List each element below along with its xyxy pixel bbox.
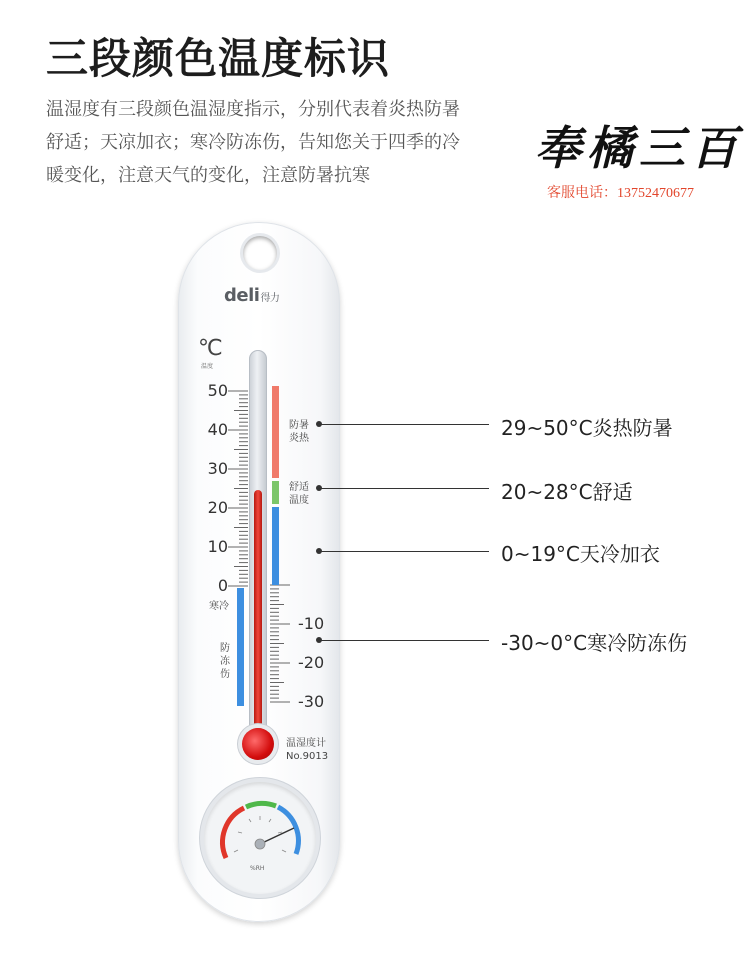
hygrometer-unit: %RH — [250, 865, 265, 872]
callout-line-cool — [321, 551, 489, 552]
model-number: No.9013 — [286, 751, 329, 762]
band-cool — [272, 507, 279, 585]
callout-comfort: 20~28°C舒适 — [501, 480, 633, 504]
mercury-column — [254, 490, 262, 738]
label-hot-line-2: 炎热 — [289, 433, 309, 444]
scale-label-minus-20: -20 — [298, 653, 325, 672]
scale-label-10: 10 — [207, 537, 228, 556]
watermark-contact: 客服电话：13752470677 — [547, 186, 694, 201]
band-comfort — [272, 481, 279, 504]
callout-line-comfort — [321, 488, 489, 489]
scale-label-40: 40 — [207, 420, 228, 439]
label-comfort-line-1: 舒适 — [289, 482, 309, 493]
scale-label-minus-10: -10 — [298, 614, 325, 633]
page-title: 三段颜色温度标识 — [46, 34, 391, 83]
callout-cold: -30~0°C寒冷防冻伤 — [501, 631, 688, 655]
label-frost — [220, 642, 230, 681]
model-label — [286, 737, 328, 763]
band-cold — [237, 588, 244, 706]
description-line-1: 温湿度有三段颜色温湿度指示，分别代表着炎热防暑 — [46, 99, 460, 120]
callout-line-hot — [321, 424, 489, 425]
label-comfort — [289, 481, 309, 507]
logo-text: deli — [224, 285, 260, 306]
celsius-unit: ℃ — [198, 336, 223, 361]
label-frost-3: 伤 — [220, 669, 230, 680]
label-comfort-line-2: 温度 — [289, 495, 309, 506]
scale-label-20: 20 — [207, 498, 228, 517]
callout-line-cold — [321, 640, 489, 641]
label-frost-1: 防 — [220, 643, 230, 654]
watermark-brand: 奉橘三百 — [535, 121, 743, 175]
logo-cn-text: 得力 — [260, 293, 280, 304]
label-cold: 寒冷 — [209, 601, 229, 612]
description-line-3: 暖变化，注意天气的变化，注意防暑抗寒 — [46, 165, 370, 186]
scale-label-0: 0 — [217, 576, 228, 595]
scale-label-30: 30 — [207, 459, 228, 478]
hygrometer-face — [204, 782, 316, 894]
description-line-2: 舒适；天凉加衣；寒冷防冻伤，告知您关于四季的冷 — [46, 132, 460, 153]
label-hot — [289, 419, 309, 445]
label-frost-2: 冻 — [220, 656, 230, 667]
mercury-bulb — [242, 728, 274, 760]
scale-label-minus-30: -30 — [298, 692, 325, 711]
callout-hot: 29~50°C炎热防暑 — [501, 416, 673, 440]
celsius-unit-sub: 温度 — [201, 363, 214, 370]
model-name: 温湿度计 — [286, 738, 326, 749]
scale-label-50: 50 — [207, 381, 228, 400]
band-hot — [272, 386, 279, 478]
label-hot-line-1: 防暑 — [289, 420, 309, 431]
callout-cool: 0~19°C天冷加衣 — [501, 542, 660, 566]
